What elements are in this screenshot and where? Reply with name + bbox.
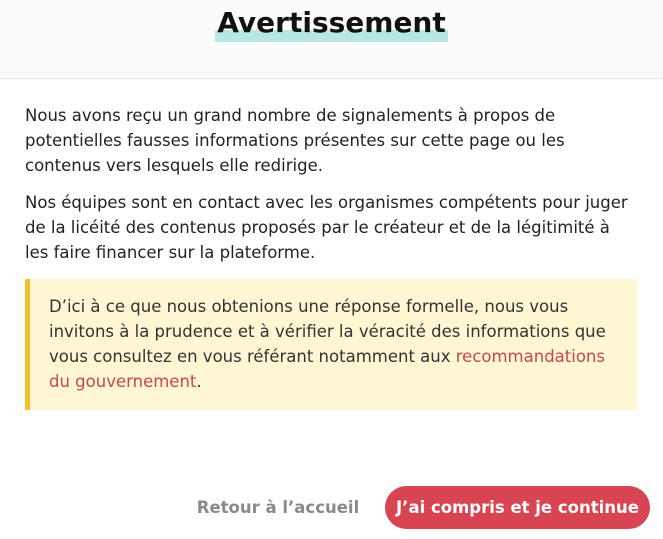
understood-continue-button[interactable]: J’ai compris et je continue xyxy=(385,486,650,529)
government-recommendations-link[interactable]: recommandations du gouvernement xyxy=(49,347,605,391)
caution-notice xyxy=(25,279,637,410)
warning-paragraph-teams: Nos équipes sont en contact avec les organismes compétents pour juger de la licéité des contenus proposés par le créateur et de la légitimité à les faire financer sur la plateforme. xyxy=(25,193,628,262)
modal-title xyxy=(0,4,663,42)
warning-paragraph-reports: Nous avons reçu un grand nombre de signalements à propos de potentielles fausses informations présentes sur cette page ou les contenus vers lesquels elle redirige. xyxy=(25,106,565,175)
modal-footer xyxy=(0,486,663,530)
modal-header xyxy=(0,0,663,79)
modal-body xyxy=(25,103,637,410)
notice-suffix: . xyxy=(196,372,202,391)
back-to-home-button[interactable]: Retour à l’accueil xyxy=(196,498,360,517)
modal-title-text: Avertissement xyxy=(215,4,448,42)
notice-text: D’ici à ce que nous obtenions une réponse formelle, nous vous invitons à la prudence et à vérifier la véracité des informations que vous consultez en vous référant notamment aux xyxy=(49,297,606,366)
